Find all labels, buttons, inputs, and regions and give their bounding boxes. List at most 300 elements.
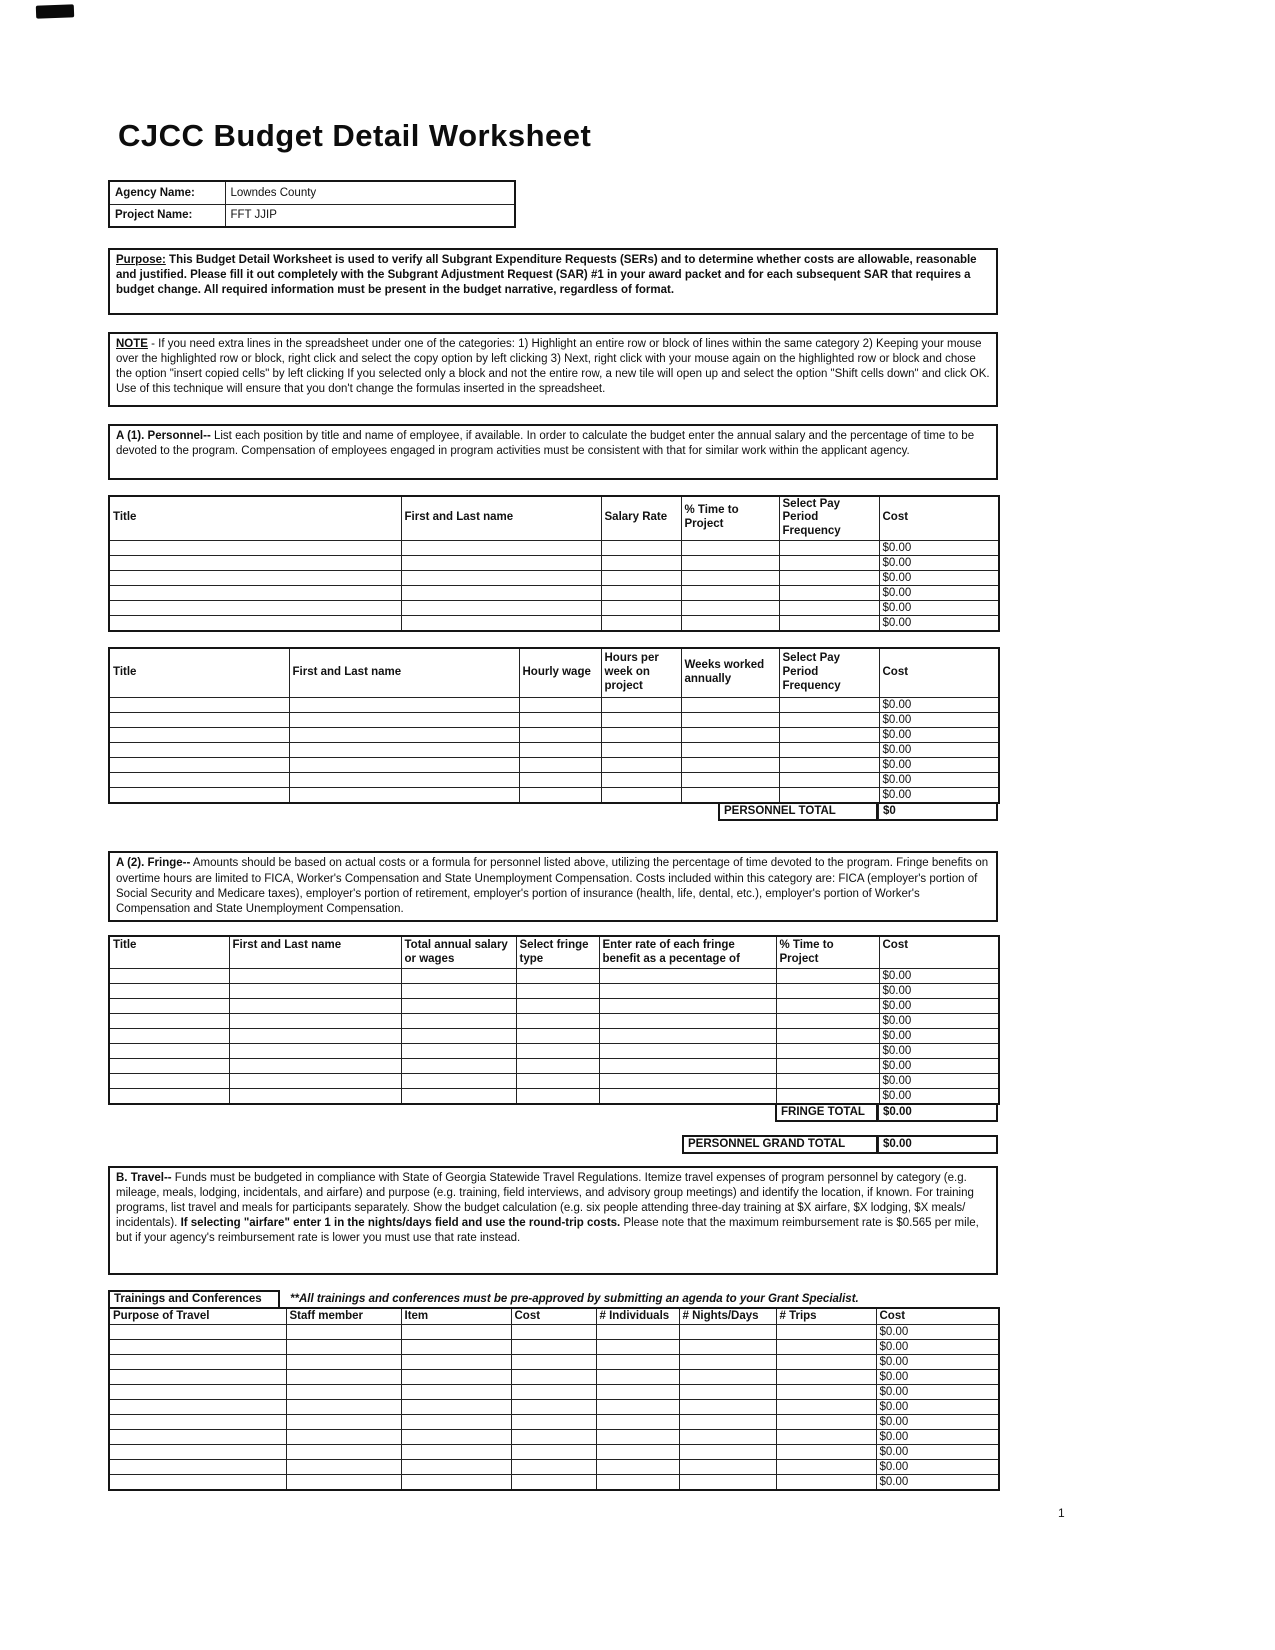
table-cell — [776, 1385, 876, 1400]
personnel-grand-total-label: PERSONNEL GRAND TOTAL — [682, 1135, 878, 1154]
table-cell: $0.00 — [879, 758, 999, 773]
table-cell — [511, 1400, 596, 1415]
table-cell — [401, 983, 516, 998]
table-cell — [779, 788, 879, 804]
table-cell: $0.00 — [876, 1430, 999, 1445]
scan-artifact — [36, 4, 74, 18]
table-cell — [779, 773, 879, 788]
table-row — [109, 555, 999, 570]
table-cell — [519, 773, 601, 788]
table-cell — [401, 570, 601, 585]
table-cell — [681, 788, 779, 804]
page-number: 1 — [1058, 1506, 1065, 1520]
table-cell — [109, 1013, 229, 1028]
table-cell: $0.00 — [876, 1445, 999, 1460]
hourly-personnel-table — [108, 647, 1000, 805]
table-cell — [401, 1073, 516, 1088]
column-header: Enter rate of each fringe benefit as a pecentage of — [599, 936, 776, 968]
table-cell: $0.00 — [879, 788, 999, 804]
table-cell — [679, 1385, 776, 1400]
table-cell — [776, 1073, 879, 1088]
table-cell — [779, 555, 879, 570]
table-cell — [229, 1013, 401, 1028]
table-cell — [109, 998, 229, 1013]
table-cell — [779, 728, 879, 743]
table-row — [109, 1355, 999, 1370]
table-cell — [779, 600, 879, 615]
table-cell: $0.00 — [876, 1355, 999, 1370]
table-cell — [401, 1340, 511, 1355]
table-cell — [679, 1370, 776, 1385]
table-row — [109, 600, 999, 615]
table-row — [109, 1475, 999, 1491]
table-cell — [401, 1445, 511, 1460]
table-row — [109, 968, 999, 983]
table-cell — [401, 1370, 511, 1385]
purpose-paragraph — [108, 248, 998, 315]
table-cell — [286, 1415, 401, 1430]
table-cell — [519, 743, 601, 758]
table-cell — [401, 540, 601, 555]
fringe-table — [108, 935, 1000, 1105]
table-cell — [601, 728, 681, 743]
table-cell — [109, 743, 289, 758]
table-cell — [776, 1340, 876, 1355]
table-cell — [516, 1028, 599, 1043]
table-cell: $0.00 — [876, 1415, 999, 1430]
personnel-section-paragraph — [108, 424, 998, 479]
table-row — [109, 585, 999, 600]
table-cell — [601, 570, 681, 585]
table-row — [109, 1445, 999, 1460]
column-header: Cost — [879, 936, 999, 968]
personnel-section-label: A (1). Personnel-- — [116, 430, 211, 443]
table-cell: $0.00 — [879, 728, 999, 743]
project-name-value: FFT JJIP — [225, 204, 515, 227]
table-cell — [601, 600, 681, 615]
table-cell — [601, 713, 681, 728]
table-cell — [109, 1460, 286, 1475]
purpose-text: This Budget Detail Worksheet is used to verify all Subgrant Expenditure Requests (SERs) and to determine whether costs are allowable, reasonable and justified. Please fill it out completely with the Subgrant Adjustment Request (SAR) #1 in your award packet and for each subsequent SAR that requires a budget change. All required information must be present in the budget narrative, regardless of format. — [116, 254, 977, 297]
table-cell — [519, 788, 601, 804]
table-cell — [109, 1385, 286, 1400]
column-header: Select Pay Period Frequency — [779, 648, 879, 698]
table-cell — [401, 1028, 516, 1043]
table-cell — [401, 1058, 516, 1073]
table-cell — [776, 1043, 879, 1058]
table-cell — [289, 743, 519, 758]
table-cell — [289, 698, 519, 713]
table-row — [109, 570, 999, 585]
table-cell — [596, 1340, 679, 1355]
table-row — [109, 1073, 999, 1088]
table-cell — [681, 570, 779, 585]
table-cell — [681, 540, 779, 555]
table-cell — [401, 1013, 516, 1028]
table-cell: $0.00 — [879, 555, 999, 570]
table-cell — [519, 713, 601, 728]
table-cell — [401, 555, 601, 570]
table-cell — [286, 1355, 401, 1370]
table-cell — [401, 1400, 511, 1415]
table-cell: $0.00 — [879, 713, 999, 728]
table-row — [109, 1043, 999, 1058]
travel-section-text-2: Please note that the maximum reimbursement rate is $0.565 per mile, but if your agency's reimbursement rate is lower you must use that rate instead. — [116, 1217, 979, 1245]
table-row — [109, 1058, 999, 1073]
table-cell: $0.00 — [876, 1400, 999, 1415]
table-cell — [286, 1385, 401, 1400]
table-cell — [109, 713, 289, 728]
table-cell: $0.00 — [876, 1370, 999, 1385]
table-row — [109, 1460, 999, 1475]
column-header: # Individuals — [596, 1308, 679, 1325]
table-row — [109, 540, 999, 555]
table-cell — [779, 585, 879, 600]
table-row — [109, 998, 999, 1013]
table-cell — [776, 968, 879, 983]
column-header: Staff member — [286, 1308, 401, 1325]
table-row — [109, 615, 999, 631]
table-cell — [286, 1370, 401, 1385]
header-row — [109, 1308, 999, 1325]
table-cell — [109, 728, 289, 743]
table-cell — [109, 540, 401, 555]
table-cell — [679, 1460, 776, 1475]
table-cell: $0.00 — [879, 998, 999, 1013]
table-cell: $0.00 — [879, 1058, 999, 1073]
table-cell — [776, 1370, 876, 1385]
table-cell: $0.00 — [879, 968, 999, 983]
table-cell — [516, 1058, 599, 1073]
table-cell — [519, 758, 601, 773]
table-cell — [681, 698, 779, 713]
fringe-total-label: FRINGE TOTAL — [775, 1103, 878, 1122]
table-cell — [599, 968, 776, 983]
table-cell — [596, 1415, 679, 1430]
travel-section-label: B. Travel-- — [116, 1171, 172, 1184]
table-cell — [601, 698, 681, 713]
table-cell — [596, 1460, 679, 1475]
fringe-total-value: $0.00 — [878, 1103, 998, 1122]
table-cell — [401, 968, 516, 983]
header-row — [109, 496, 999, 541]
table-cell — [109, 788, 289, 804]
table-cell — [779, 758, 879, 773]
table-cell: $0.00 — [876, 1340, 999, 1355]
table-cell — [511, 1325, 596, 1340]
table-cell — [681, 713, 779, 728]
table-cell — [516, 1073, 599, 1088]
table-cell — [601, 788, 681, 804]
table-cell — [109, 1430, 286, 1445]
personnel-grand-total-value: $0.00 — [878, 1135, 998, 1154]
table-cell — [681, 555, 779, 570]
table-cell — [109, 698, 289, 713]
table-cell — [679, 1475, 776, 1491]
table-cell — [776, 1355, 876, 1370]
table-cell — [109, 1475, 286, 1491]
agency-name-value: Lowndes County — [225, 181, 515, 204]
table-row — [109, 1340, 999, 1355]
table-cell: $0.00 — [879, 585, 999, 600]
table-cell — [401, 998, 516, 1013]
table-cell — [511, 1445, 596, 1460]
table-cell — [601, 758, 681, 773]
table-row — [109, 1415, 999, 1430]
table-cell — [679, 1430, 776, 1445]
table-row — [109, 983, 999, 998]
table-cell — [401, 1385, 511, 1400]
table-cell — [289, 788, 519, 804]
column-header: # Nights/Days — [679, 1308, 776, 1325]
table-cell: $0.00 — [879, 600, 999, 615]
table-cell — [776, 1325, 876, 1340]
table-cell — [596, 1370, 679, 1385]
table-cell — [109, 1088, 229, 1104]
column-header: Hours per week on project — [601, 648, 681, 698]
table-cell — [519, 698, 601, 713]
table-cell — [401, 1325, 511, 1340]
table-cell — [679, 1415, 776, 1430]
table-cell — [229, 1058, 401, 1073]
table-cell — [229, 1073, 401, 1088]
table-cell: $0.00 — [879, 1028, 999, 1043]
table-cell — [109, 1058, 229, 1073]
table-cell — [511, 1340, 596, 1355]
column-header: Salary Rate — [601, 496, 681, 541]
table-cell — [776, 1013, 879, 1028]
table-cell — [599, 1073, 776, 1088]
column-header: # Trips — [776, 1308, 876, 1325]
table-cell: $0.00 — [879, 698, 999, 713]
table-cell — [109, 1445, 286, 1460]
table-cell — [229, 983, 401, 998]
table-cell — [776, 1088, 879, 1104]
column-header: % Time to Project — [681, 496, 779, 541]
table-cell — [289, 758, 519, 773]
table-cell — [109, 585, 401, 600]
table-cell — [229, 968, 401, 983]
column-header: Title — [109, 936, 229, 968]
table-cell — [516, 968, 599, 983]
table-cell — [229, 1088, 401, 1104]
table-cell — [401, 1430, 511, 1445]
table-cell — [511, 1370, 596, 1385]
table-cell — [286, 1475, 401, 1491]
table-cell — [779, 713, 879, 728]
table-cell — [779, 743, 879, 758]
table-row — [109, 1013, 999, 1028]
table-cell — [401, 1043, 516, 1058]
column-header: Cost — [879, 496, 999, 541]
travel-table — [108, 1307, 1000, 1492]
header-row — [109, 648, 999, 698]
table-cell — [776, 998, 879, 1013]
table-cell — [286, 1400, 401, 1415]
table-cell — [286, 1445, 401, 1460]
table-cell — [109, 968, 229, 983]
table-cell — [601, 615, 681, 631]
fringe-section-label: A (2). Fringe-- — [116, 857, 191, 870]
table-cell — [596, 1355, 679, 1370]
table-cell — [229, 998, 401, 1013]
table-cell — [599, 1088, 776, 1104]
column-header: Select fringe type — [516, 936, 599, 968]
header-row — [109, 936, 999, 968]
table-cell — [109, 1043, 229, 1058]
project-name-label: Project Name: — [109, 204, 225, 227]
column-header: Purpose of Travel — [109, 1308, 286, 1325]
table-cell — [596, 1325, 679, 1340]
table-cell — [599, 1013, 776, 1028]
table-cell — [516, 1088, 599, 1104]
page-title: CJCC Budget Detail Worksheet — [118, 118, 592, 153]
column-header: Cost — [511, 1308, 596, 1325]
table-cell — [109, 1028, 229, 1043]
trainings-note: **All trainings and conferences must be pre-approved by submitting an agenda to your Grant Specialist. — [290, 1292, 859, 1305]
table-cell — [596, 1430, 679, 1445]
table-cell — [109, 1340, 286, 1355]
table-cell — [599, 983, 776, 998]
table-cell — [681, 773, 779, 788]
column-header: First and Last name — [289, 648, 519, 698]
table-row — [109, 1028, 999, 1043]
table-cell — [679, 1400, 776, 1415]
column-header: Hourly wage — [519, 648, 601, 698]
table-cell — [109, 555, 401, 570]
table-cell: $0.00 — [879, 743, 999, 758]
table-cell — [681, 728, 779, 743]
note-text: - If you need extra lines in the spreadsheet under one of the categories: 1) Highlight an entire row or block of lines within the same category 2) Keeping your mouse over the highlighted row or block, right click and select the copy option by left clicking 3) Next, right click with your mouse again on the highlighted row or block and chose the option "insert copied cells" by left clicking If you selected only a block and not the entire row, a new tile will open up and select the option "Shift cells down" and click OK. Use of this technique will ensure that you don't change the formulas inserted in the spreadsheet. — [116, 337, 990, 396]
table-cell — [109, 758, 289, 773]
table-cell — [601, 555, 681, 570]
table-cell — [516, 998, 599, 1013]
table-row — [109, 1088, 999, 1104]
table-cell — [401, 585, 601, 600]
table-cell: $0.00 — [879, 1013, 999, 1028]
table-cell — [516, 1013, 599, 1028]
table-cell — [511, 1385, 596, 1400]
table-cell — [109, 983, 229, 998]
table-cell — [679, 1445, 776, 1460]
table-cell — [109, 1073, 229, 1088]
table-cell — [401, 615, 601, 631]
table-cell: $0.00 — [879, 570, 999, 585]
personnel-total-value: $0 — [878, 802, 998, 821]
purpose-label: Purpose: — [116, 254, 166, 266]
table-cell: $0.00 — [879, 983, 999, 998]
table-cell: $0.00 — [879, 1088, 999, 1104]
table-cell — [776, 1415, 876, 1430]
table-cell — [286, 1325, 401, 1340]
fringe-total-row — [108, 1103, 998, 1122]
table-cell — [681, 615, 779, 631]
table-cell — [286, 1340, 401, 1355]
table-cell — [601, 743, 681, 758]
table-cell — [109, 1355, 286, 1370]
table-cell — [776, 1475, 876, 1491]
table-cell — [596, 1400, 679, 1415]
agency-info-table — [108, 180, 516, 228]
table-cell — [776, 1430, 876, 1445]
table-row — [109, 1385, 999, 1400]
trainings-label: Trainings and Conferences — [108, 1290, 280, 1309]
table-cell — [599, 998, 776, 1013]
table-cell — [511, 1460, 596, 1475]
table-cell — [109, 1370, 286, 1385]
table-cell — [519, 728, 601, 743]
table-cell — [286, 1460, 401, 1475]
table-cell — [289, 728, 519, 743]
table-cell: $0.00 — [879, 1043, 999, 1058]
table-cell — [679, 1355, 776, 1370]
table-cell: $0.00 — [876, 1325, 999, 1340]
column-header: Select Pay Period Frequency — [779, 496, 879, 541]
salary-personnel-table — [108, 495, 1000, 632]
table-cell — [776, 1460, 876, 1475]
table-cell — [229, 1043, 401, 1058]
table-cell: $0.00 — [879, 540, 999, 555]
table-cell — [596, 1385, 679, 1400]
personnel-grand-total-row — [108, 1135, 998, 1154]
column-header: First and Last name — [229, 936, 401, 968]
table-cell — [401, 1475, 511, 1491]
table-cell — [511, 1355, 596, 1370]
table-cell: $0.00 — [879, 615, 999, 631]
table-cell — [776, 1058, 879, 1073]
table-cell — [516, 1043, 599, 1058]
table-cell — [109, 1400, 286, 1415]
table-cell — [401, 600, 601, 615]
personnel-total-row — [108, 802, 998, 821]
table-cell — [599, 1028, 776, 1043]
table-cell — [679, 1340, 776, 1355]
table-cell: $0.00 — [876, 1475, 999, 1491]
table-cell — [681, 743, 779, 758]
table-cell — [601, 585, 681, 600]
table-cell — [779, 540, 879, 555]
table-cell — [681, 585, 779, 600]
table-cell: $0.00 — [879, 773, 999, 788]
table-cell: $0.00 — [876, 1460, 999, 1475]
table-cell — [596, 1475, 679, 1491]
table-row — [109, 788, 999, 804]
column-header: Total annual salary or wages — [401, 936, 516, 968]
table-cell — [511, 1475, 596, 1491]
personnel-section-text: List each position by title and name of employee, if available. In order to calculate the budget enter the annual salary and the percentage of time to be devoted to the program. Compensation of employees engaged in program activities must be consistent with that for similar work within the applicant agency. — [116, 430, 975, 458]
table-row — [109, 1400, 999, 1415]
table-cell — [779, 570, 879, 585]
fringe-section-text: Amounts should be based on actual costs or a formula for personnel listed above, utilizing the percentage of time devoted to the program. Fringe benefits on overtime hours are limited to FICA, Worker's Compensation and State Unemployment Compensation. Costs included within this category are: FICA (employer's portion of Social Security and Medicare taxes), employer's portion of retirement, employer's portion of insurance (health, life, dental, etc.), employer's portion of Worker's Compensation and State Unemployment Compensation. — [116, 857, 989, 915]
table-cell — [401, 1355, 511, 1370]
table-cell — [779, 615, 879, 631]
note-label: NOTE — [116, 337, 148, 350]
table-row — [109, 1430, 999, 1445]
table-cell — [229, 1028, 401, 1043]
table-cell — [511, 1430, 596, 1445]
table-cell: $0.00 — [879, 1073, 999, 1088]
travel-section-bold-text: If selecting "airfare" enter 1 in the nights/days field and use the round-trip costs. — [180, 1217, 621, 1230]
table-row — [109, 181, 515, 204]
table-row — [109, 728, 999, 743]
table-row — [109, 1370, 999, 1385]
column-header: Item — [401, 1308, 511, 1325]
table-cell — [109, 1325, 286, 1340]
note-paragraph — [108, 332, 998, 408]
column-header: Title — [109, 496, 401, 541]
table-cell — [679, 1325, 776, 1340]
travel-section-paragraph — [108, 1166, 998, 1275]
